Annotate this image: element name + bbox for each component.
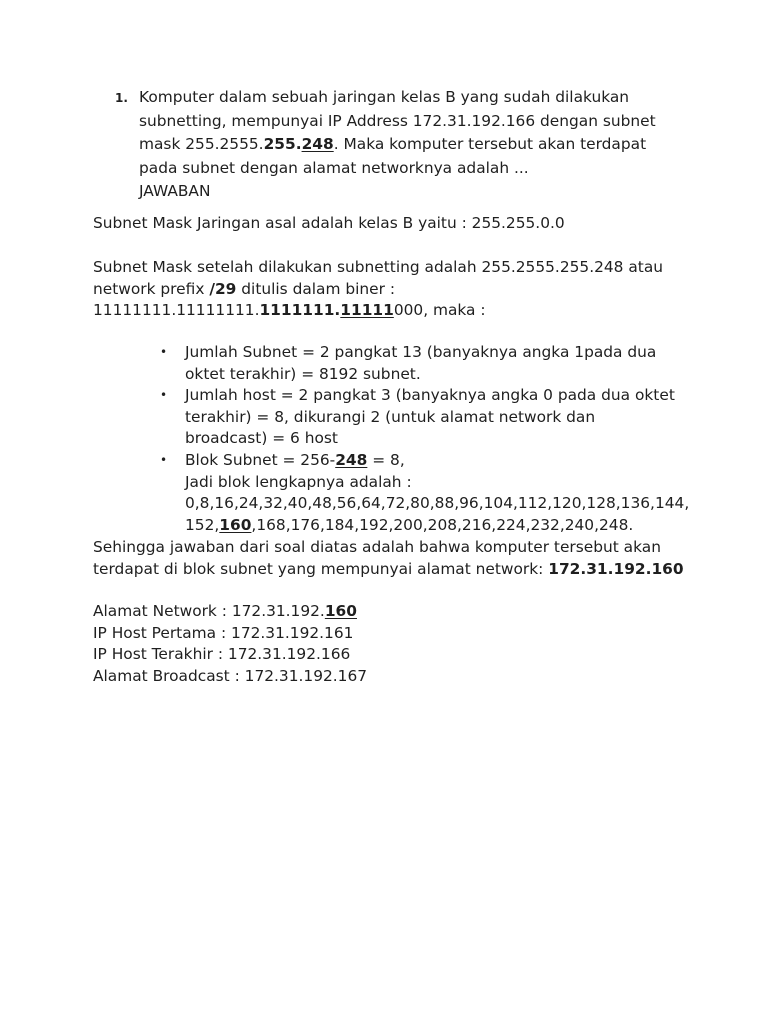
bullet-3-line-1-pre: Blok Subnet = 256- (185, 450, 336, 469)
summary-network-bold-underline: 160 (324, 602, 357, 620)
summary-broadcast: Alamat Broadcast : 172.31.192.167 (93, 666, 368, 685)
network-prefix-bold: /29 (209, 279, 237, 298)
binary-bold-underline: 11111 (340, 301, 394, 320)
binary-post: 000, maka : (393, 301, 486, 320)
paragraph-subnet-setelah (93, 257, 693, 322)
list-item (160, 450, 690, 536)
question-line-3-post: . Maka komputer tersebut akan terdapat (333, 135, 647, 153)
bullet-list (160, 342, 690, 536)
question-line-2: subnetting, mempunyai IP Address 172.31.192.166 dengan subnet (139, 111, 656, 130)
question-answer-heading: JAWABAN (139, 182, 211, 200)
subnet-setelah-line-2-post: ditulis dalam biner : (236, 279, 396, 298)
subnet-setelah-line-1: Subnet Mask setelah dilakukan subnetting adalah 255.2555.255.248 atau (93, 258, 664, 276)
list-item (160, 342, 680, 385)
binary-bold: 1111111. (259, 301, 341, 320)
question-line-4: pada subnet dengan alamat networknya adalah ... (139, 158, 529, 177)
bullet-3-line-4-pre: 152, (185, 515, 220, 534)
question-line-3-pre: mask 255.2555. (139, 135, 264, 153)
blok-248-bold-underline: 248 (335, 450, 368, 469)
question-mask-bold: 255. (263, 135, 302, 153)
summary-host-last: IP Host Terakhir : 172.31.192.166 (93, 645, 351, 664)
question-line-1: Komputer dalam sebuah jaringan kelas B yang sudah dilakukan (139, 88, 630, 106)
bullet-1-line-1: Jumlah Subnet = 2 pangkat 13 (banyaknya angka 1pada dua (185, 343, 657, 361)
summary-network-pre: Alamat Network : 172.31.192. (93, 602, 325, 620)
binary-pre: 11111111.11111111. (93, 301, 260, 320)
bullet-2-line-1: Jumlah host = 2 pangkat 3 (banyaknya angka 0 pada dua oktet (185, 386, 675, 405)
blok-160-bold-underline: 160 (219, 515, 252, 534)
summary-block (93, 601, 693, 687)
paragraph-subnet-asal (93, 213, 693, 235)
bullet-1-line-2: oktet terakhir) = 8192 subnet. (185, 364, 421, 383)
conclusion-line-1: Sehingga jawaban dari soal diatas adalah bahwa komputer tersebut akan (93, 538, 661, 556)
bullet-icon: • (160, 388, 168, 403)
bullet-3-line-1-post: = 8, (367, 450, 405, 469)
bullet-2-line-2: terakhir) = 8, dikurangi 2 (untuk alamat network dan (185, 407, 596, 426)
summary-host-first: IP Host Pertama : 172.31.192.161 (93, 623, 354, 642)
subnet-asal-text: Subnet Mask Jaringan asal adalah kelas B yaitu : 255.255.0.0 (93, 214, 565, 232)
question-text (139, 86, 679, 204)
bullet-2-line-3: broadcast) = 6 host (185, 429, 338, 448)
subnet-setelah-line-2-pre: network prefix (93, 279, 210, 298)
bullet-3-line-3: 0,8,16,24,32,40,48,56,64,72,80,88,96,104,112,120,128,136,144, (185, 494, 690, 513)
conclusion-line-2-pre: terdapat di blok subnet yang mempunyai alamat network: (93, 559, 549, 578)
list-item (160, 385, 680, 450)
bullet-3-line-2: Jadi blok lengkapnya adalah : (185, 472, 412, 491)
bullet-icon: • (160, 452, 168, 467)
question-mask-bold-underline: 248 (301, 135, 334, 153)
question-number: 1. (115, 91, 128, 105)
bullet-3-line-4-post: ,168,176,184,192,200,208,216,224,232,240,248. (251, 515, 634, 534)
conclusion-network-bold: 172.31.192.160 (548, 559, 684, 578)
paragraph-conclusion (93, 537, 693, 580)
bullet-icon: • (160, 345, 168, 359)
